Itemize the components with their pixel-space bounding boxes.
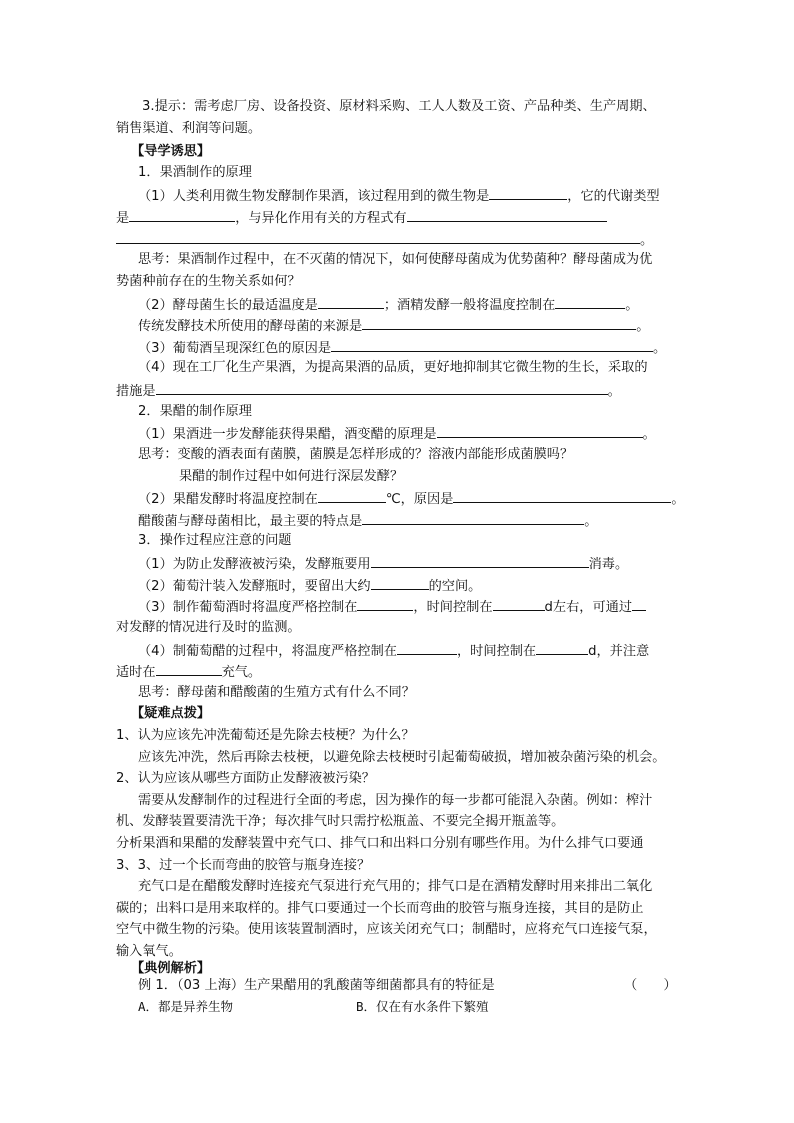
doubt-question-2: 2、认为应该从哪些方面防止发酵液被污染？ [116, 771, 375, 786]
answer-blank [407, 208, 607, 222]
question-2-line-2 [138, 316, 649, 336]
question-text: 是 [116, 211, 130, 226]
operation-question-1 [138, 554, 628, 574]
question-1-line-1 [138, 186, 660, 206]
question-1-line-3 [116, 230, 653, 250]
operation-question-3-line-2: 对发酵的情况进行及时的监测。 [116, 620, 301, 635]
answer-blank [331, 338, 653, 352]
answer-blank [156, 662, 222, 676]
question-text: 充气。 [221, 665, 262, 680]
question-text: 适时在 [116, 665, 156, 680]
answer-blank [362, 316, 636, 330]
question-text: 。 [653, 341, 667, 356]
doubt-answer-3-line-1: 充气口是在醋酸发酵时连接充气泵进行充气用的；排气口是在酒精发酵时用来排出二氧化 [138, 879, 653, 894]
doubt-answer-2-line-1: 需要从发酵制作的过程进行全面的考虑，因为操作的每一步都可能混入杂菌。例如：榨汁 [138, 793, 653, 808]
question-4-line-1: （4）现在工厂化生产果酒，为提高果酒的品质，更好地抑制其它微生物的生长，采取的 [138, 360, 648, 375]
hint-line-1: 3.提示：需考虑厂房、设备投资、原材料采购、工人人数及工资、产品种类、生产周期、 [142, 99, 656, 114]
doubt-answer-3-line-4: 输入氧气。 [116, 944, 182, 959]
answer-blank [357, 597, 413, 611]
section-title-vinegar: 2．果醋的制作原理 [138, 404, 252, 419]
question-text: d左右，可通过 [544, 600, 633, 615]
answer-blank [156, 381, 608, 395]
answer-blank [129, 208, 235, 222]
question-text: ，时间控制在 [413, 600, 493, 615]
question-text: 。 [625, 298, 639, 313]
question-text: （2）葡萄汁装入发酵瓶时，要留出大约 [138, 579, 371, 594]
answer-blank [362, 511, 584, 525]
answer-blank [555, 295, 625, 309]
answer-blank [536, 641, 588, 655]
doubt-question-3-line-1: 分析果酒和果醋的发酵装置中充气口、排气口和出料口分别有哪些作用。为什么排气口要通 [116, 836, 644, 851]
think-2-line-1: 思考：变酸的酒表面有菌膜，菌膜是怎样形成的？溶液内部能形成菌膜吗？ [138, 447, 574, 462]
question-text: 措施是 [116, 384, 156, 399]
question-text: ；酒精发酵一般将温度控制在 [383, 298, 556, 313]
vinegar-question-3 [138, 511, 597, 531]
doubt-answer-3-line-2: 碳的；出料口是用来取样的。排气口要通过一个长而弯曲的胶管与瓶身连接，其目的是防止 [116, 901, 644, 916]
answer-blank [371, 576, 429, 590]
example-1-stem: 例 1．（03 上海）生产果醋用的乳酸菌等细菌都具有的特征是 [138, 978, 495, 993]
answer-blank [493, 597, 545, 611]
doubt-answer-3-line-3: 空气中微生物的污染。使用该装置制酒时，应该关闭充气口；制醋时，应将充气口连接气泵， [116, 922, 657, 937]
question-text: 传统发酵技术所使用的酵母菌的来源是 [138, 319, 363, 334]
operation-question-2 [138, 576, 481, 596]
answer-blank [371, 554, 589, 568]
question-text: （1）果酒进一步发酵能获得果醋，酒变醋的原理是 [138, 427, 437, 442]
question-3 [138, 338, 666, 358]
hint-line-2: 销售渠道、利润等问题。 [116, 121, 262, 136]
question-text: ，它的代谢类型 [567, 189, 660, 204]
vinegar-question-1 [138, 424, 656, 444]
section-heading-example: 【典例解析】 [131, 961, 211, 976]
question-text: （3）葡萄酒呈现深红色的原因是 [138, 341, 332, 356]
think-3: 思考：酵母菌和醋酸菌的生殖方式有什么不同？ [138, 685, 415, 700]
doubt-question-3-line-2: 3、3、过一个长而弯曲的胶管与瓶身连接？ [116, 858, 371, 873]
answer-blank [318, 295, 384, 309]
answer-blank [116, 230, 640, 244]
question-text: （1）为防止发酵液被污染，发酵瓶要用 [138, 557, 371, 572]
doubt-answer-2-line-2: 机、发酵装置要清洗干净；每次排气时只需拧松瓶盖、不要完全揭开瓶盖等。 [116, 814, 565, 829]
operation-question-3-line-1 [138, 597, 646, 617]
answer-blank [318, 489, 386, 503]
doubt-answer-1: 应该先冲洗，然后再除去枝梗，以避免除去枝梗时引起葡萄破损，增加被杂菌污染的机会。 [138, 750, 666, 765]
example-1-answer-bracket: （ ） [624, 978, 677, 993]
question-text: 。 [584, 514, 598, 529]
question-text: 。 [671, 492, 685, 507]
question-text: （4）制葡萄醋的过程中，将温度严格控制在 [138, 644, 397, 659]
question-text: 。 [607, 384, 621, 399]
operation-question-4-line-1 [138, 641, 649, 661]
question-text: 。 [640, 233, 654, 248]
section-heading-guide: 【导学诱思】 [131, 144, 211, 159]
question-text: d，并注意 [588, 644, 650, 659]
option-b: B．仅在有水条件下繁殖 [356, 999, 489, 1014]
question-4-line-2 [116, 381, 621, 401]
answer-blank [437, 424, 643, 438]
question-text: ，时间控制在 [456, 644, 537, 659]
question-text: （3）制作葡萄酒时将温度严格控制在 [138, 600, 358, 615]
question-text: 醋酸菌与酵母菌相比，最主要的特点是 [138, 514, 363, 529]
section-heading-doubt: 【疑难点拨】 [131, 706, 211, 721]
question-text: （2）酵母菌生长的最适温度是 [138, 298, 318, 313]
question-text: ，与异化作用有关的方程式有 [235, 211, 407, 226]
operation-question-4-line-2 [116, 662, 261, 682]
vinegar-question-2 [138, 489, 685, 509]
section-title-operation: 3．操作过程应注意的问题 [138, 533, 292, 548]
question-text: 消毒。 [588, 557, 629, 572]
answer-blank [489, 186, 567, 200]
question-text: 。 [642, 427, 656, 442]
option-a: A．都是异养生物 [138, 999, 234, 1014]
section-title-wine: 1．果酒制作的原理 [138, 165, 252, 180]
doubt-question-1: 1、认为应该先冲洗葡萄还是先除去枝梗？为什么？ [116, 728, 415, 743]
answer-blank [632, 597, 646, 611]
question-text: （1）人类利用微生物发酵制作果酒，该过程用到的微生物是 [138, 189, 490, 204]
answer-blank [453, 489, 671, 503]
think-2-line-2: 果醋的制作过程中如何进行深层发酵？ [179, 469, 404, 484]
think-1-line-1: 思考：果酒制作过程中，在不灭菌的情况下，如何使酵母菌成为优势菌种？酵母菌成为优 [138, 252, 653, 267]
question-text: （2）果醋发酵时将温度控制在 [138, 492, 318, 507]
question-1-line-2 [116, 208, 607, 228]
question-2-line-1 [138, 295, 638, 315]
question-text: ℃，原因是 [385, 492, 454, 507]
question-text: 。 [636, 319, 650, 334]
answer-blank [397, 641, 457, 655]
think-1-line-2: 势菌种前存在的生物关系如何？ [116, 274, 301, 289]
question-text: 的空间。 [428, 579, 482, 594]
